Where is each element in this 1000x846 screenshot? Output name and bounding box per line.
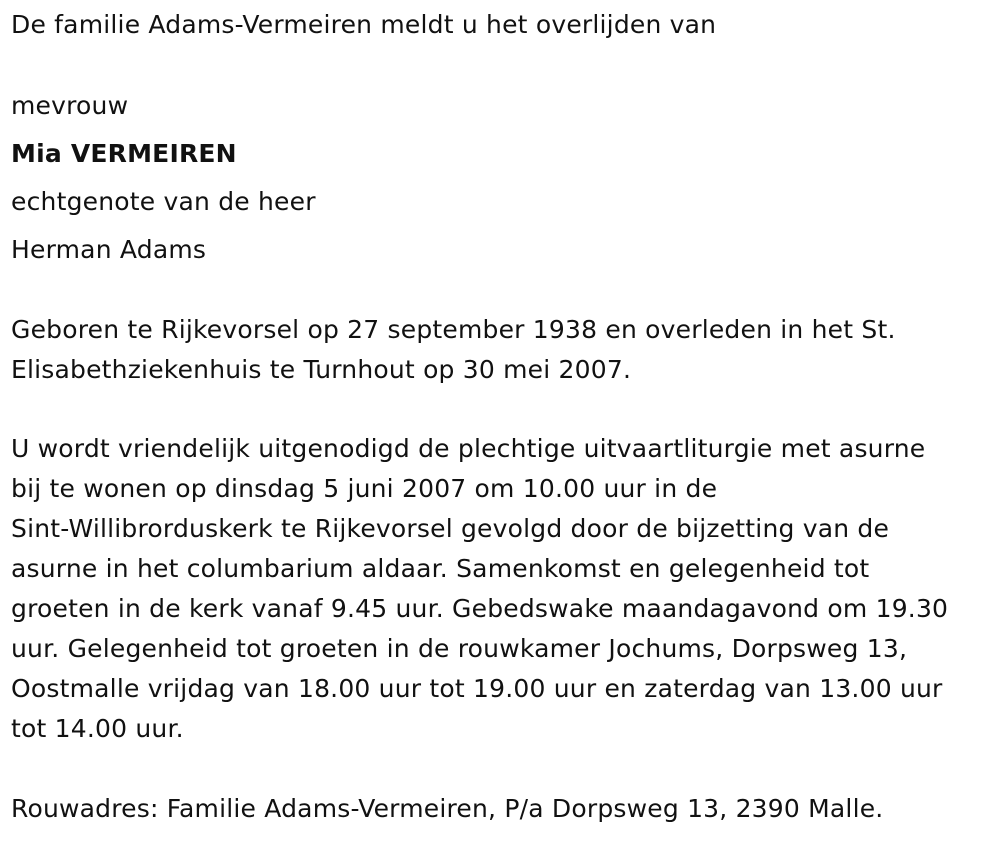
paragraph-line: asurne in het columbarium aldaar. Samenkomst en gelegenheid tot [11,554,870,583]
paragraph-line: U wordt vriendelijk uitgenodigd de plechtige uitvaartliturgie met asurne [11,434,926,463]
paragraph-line: uur. Gelegenheid tot groeten in de rouwkamer Jochums, Dorpsweg 13, [11,634,908,663]
funeral-service-paragraph [11,429,991,749]
spouse-name: Herman Adams [11,235,207,264]
paragraph-line: bij te wonen op dinsdag 5 juni 2007 om 10.00 uur in de [11,474,718,503]
intro-line: De familie Adams-Vermeiren meldt u het overlijden van [11,10,717,39]
paragraph-line: groeten in de kerk vanaf 9.45 uur. Gebedswake maandagavond om 19.30 [11,594,949,623]
paragraph-line: Oostmalle vrijdag van 18.00 uur tot 19.00 uur en zaterdag van 13.00 uur [11,674,943,703]
deceased-name: Mia VERMEIREN [11,139,237,168]
honorific: mevrouw [11,91,129,120]
paragraph-line: Sint-Willibrorduskerk te Rijkevorsel gevolgd door de bijzetting van de [11,514,890,543]
relation-line: echtgenote van de heer [11,187,316,216]
paragraph-line: Geboren te Rijkevorsel op 27 september 1938 en overleden in het St. [11,315,896,344]
mourning-address: Rouwadres: Familie Adams-Vermeiren, P/a Dorpsweg 13, 2390 Malle. [11,794,884,823]
birth-death-paragraph [11,310,991,390]
paragraph-line: Elisabethziekenhuis te Turnhout op 30 mei 2007. [11,355,632,384]
paragraph-line: tot 14.00 uur. [11,714,184,743]
